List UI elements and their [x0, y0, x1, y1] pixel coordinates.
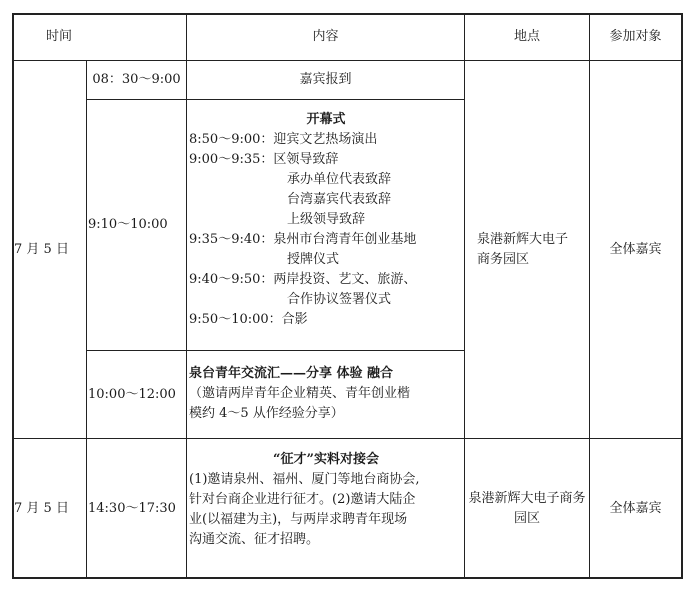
exchange-desc: （邀请两岸青年企业精英、青年创业楷	[189, 386, 411, 401]
program-item: 9:40～9:50：两岸投资、艺文、旅游、	[189, 272, 417, 287]
program-item: 合作协议签署仪式	[287, 292, 392, 307]
recruit-desc: 沟通交流、征才招聘。	[189, 532, 320, 547]
time-cell-registration: 08：30～9:00	[92, 72, 181, 87]
header-location: 地点	[513, 29, 540, 44]
col-divider	[464, 13, 465, 579]
program-item: 8:50～9:00：迎宾文艺热场演出	[189, 132, 378, 147]
header-audience: 参加对象	[609, 29, 662, 44]
time-cell-exchange: 10:00～12:00	[88, 386, 176, 402]
header-content: 内容	[312, 29, 339, 44]
header-time: 时间	[46, 29, 73, 44]
recruit-desc: (1)邀请泉州、福州、厦门等地台商协会,	[189, 472, 420, 487]
location-cell-1: 泉港新辉大电子商务园区	[477, 231, 569, 267]
program-item: 承办单位代表致辞	[287, 172, 392, 187]
opening-title: 开幕式	[306, 112, 346, 127]
content-registration: 嘉宾报到	[299, 72, 352, 87]
date-cell-1: 7 月 5 日	[14, 241, 69, 257]
exchange-desc: 模约 4～5 从作经验分享）	[189, 406, 344, 421]
recruit-desc: 业(以福建为主)，与两岸求聘青年现场	[189, 512, 408, 527]
opening-ceremony-program	[189, 110, 463, 346]
audience-cell-2: 全体嘉宾	[609, 500, 662, 516]
recruit-desc: 针对台商企业进行征才。(2)邀请大陆企	[189, 492, 416, 507]
recruitment-session	[189, 450, 463, 570]
time-cell-opening: 9:10～10:00	[88, 217, 168, 232]
program-item: 上级领导致辞	[287, 212, 366, 227]
audience-cell-1: 全体嘉宾	[609, 241, 662, 257]
program-item: 9:50～10:00：合影	[189, 312, 308, 327]
col-divider	[86, 60, 87, 579]
program-item: 9:00～9:35：区领导致辞	[189, 152, 339, 167]
exchange-session	[189, 364, 463, 434]
program-item: 台湾嘉宾代表致辞	[287, 192, 392, 207]
location-cell-2: 泉港新辉大电子商务园区	[468, 490, 586, 526]
program-item: 9:35～9:40：泉州市台湾青年创业基地	[189, 232, 417, 247]
time-cell-recruit: 14:30～17:30	[88, 500, 176, 516]
date-cell-2: 7 月 5 日	[14, 500, 69, 516]
exchange-title: 泉台青年交流汇——分享 体验 融合	[189, 366, 394, 381]
program-item: 授牌仪式	[287, 252, 340, 267]
recruit-title: “征才”实料对接会	[273, 452, 379, 467]
